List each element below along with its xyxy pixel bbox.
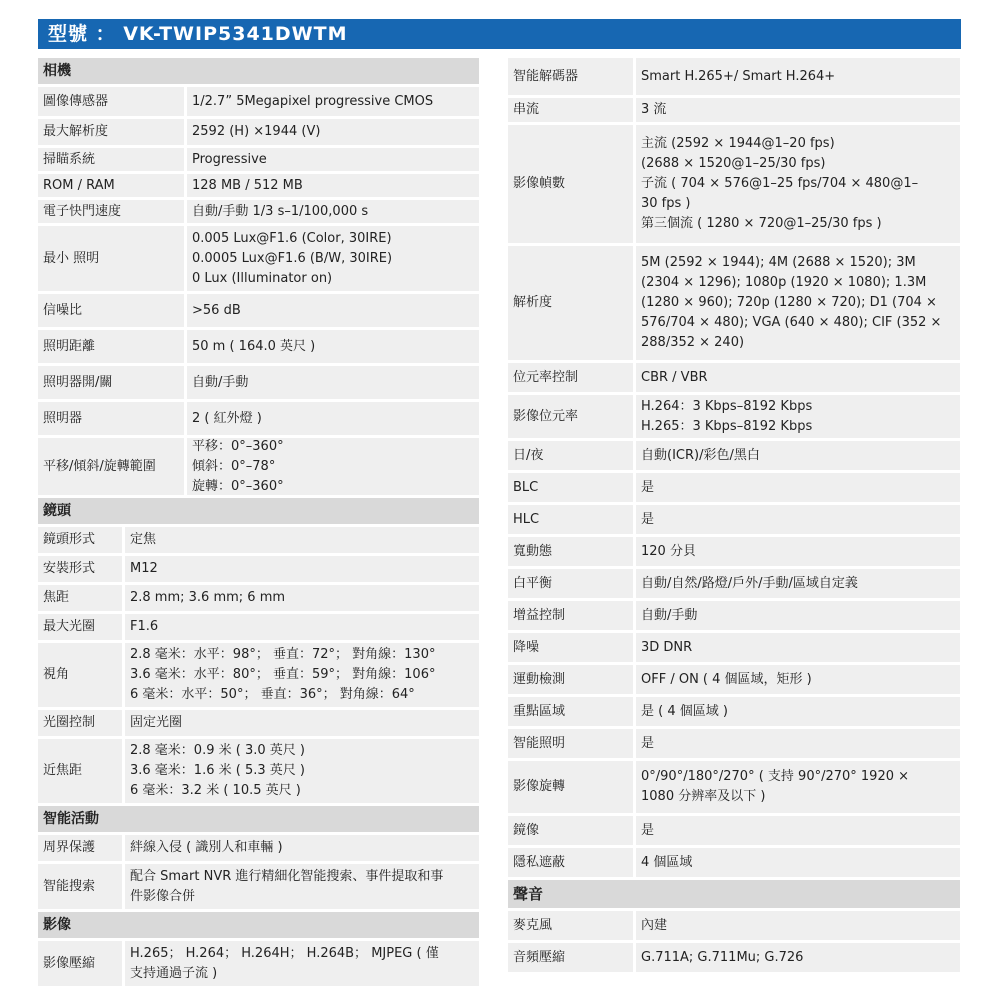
spec-value-line: Progressive: [192, 151, 267, 167]
spec-value-line: 平移：0°–360°: [192, 438, 284, 454]
spec-value-line: 3.6 毫米：水平：80°； 垂直：59°； 對角線：106°: [130, 667, 436, 682]
spec-row: [38, 294, 479, 327]
spec-label: [508, 848, 633, 877]
spec-label: [38, 941, 122, 986]
spec-value-line: 自動/手動: [641, 607, 698, 623]
spec-row: [508, 569, 960, 598]
spec-row: [38, 527, 479, 553]
spec-value: [636, 816, 960, 845]
spec-row: [508, 395, 960, 438]
spec-row: [38, 585, 479, 611]
spec-value: [125, 710, 479, 736]
spec-value: [636, 125, 960, 243]
spec-row: [508, 601, 960, 630]
spec-value: [187, 226, 479, 291]
spec-label: [508, 505, 633, 534]
spec-value: [636, 537, 960, 566]
spec-value-line: 0°/90°/180°/270° ( 支持 90°/270° 1920 ×: [641, 769, 910, 784]
spec-label-text: 白平衡: [513, 575, 553, 591]
spec-row: [38, 200, 479, 223]
spec-label: [508, 473, 633, 502]
spec-label-text: 增益控制: [513, 607, 566, 623]
spec-label: [38, 527, 122, 553]
spec-label-text: 圖像傳感器: [43, 93, 109, 109]
spec-row: [38, 119, 479, 145]
spec-label: [38, 585, 122, 611]
spec-label-text: HLC: [513, 511, 540, 527]
spec-label-text: 位元率控制: [513, 369, 579, 385]
spec-value: [187, 200, 479, 223]
spec-value-line: 是: [641, 479, 655, 495]
spec-label: [508, 943, 633, 972]
spec-label-text: 掃瞄系統: [43, 151, 96, 167]
spec-row: [38, 710, 479, 736]
spec-value-line: 3 流: [641, 102, 667, 117]
spec-value: [636, 911, 960, 940]
spec-row: [38, 174, 479, 197]
spec-label: [38, 864, 122, 909]
spec-value-line: 50 m ( 164.0 英尺 ): [192, 338, 316, 354]
section-header: 影像: [38, 912, 479, 938]
spec-value-line: 0 Lux (Illuminator on): [192, 270, 333, 286]
spec-row: [38, 330, 479, 363]
spec-value-line: 旋轉：0°–360°: [192, 478, 284, 494]
spec-value: [636, 505, 960, 534]
spec-value: [187, 330, 479, 363]
spec-value: [125, 556, 479, 582]
spec-value-line: 是: [641, 822, 655, 838]
spec-row: [508, 697, 960, 726]
spec-value-line: 自動/手動 1/3 s–1/100,000 s: [192, 203, 369, 219]
spec-value: [125, 835, 479, 861]
spec-label-text: 隱私遮蔽: [513, 854, 566, 870]
spec-value: [187, 294, 479, 327]
spec-label-text: 近焦距: [43, 763, 83, 778]
spec-value-line: 0.005 Lux@F1.6 (Color, 30IRE): [192, 230, 392, 246]
spec-value-line: OFF / ON ( 4 個區域，矩形 ): [641, 671, 812, 687]
spec-label-text: 重點區域: [513, 703, 566, 719]
spec-value-line: 6 毫米：3.2 米 ( 10.5 英尺 ): [130, 783, 301, 798]
spec-label: [508, 633, 633, 662]
left-spec-column: [38, 58, 479, 989]
spec-label: [38, 174, 184, 197]
spec-value-line: 是: [641, 735, 655, 751]
spec-row: [508, 816, 960, 845]
spec-label: [508, 58, 633, 95]
spec-value-line: 2.8 mm; 3.6 mm; 6 mm: [130, 590, 286, 605]
spec-row: [508, 665, 960, 694]
spec-value: [636, 665, 960, 694]
spec-value: [636, 697, 960, 726]
spec-label-text: 解析度: [513, 295, 553, 310]
spec-label: [38, 438, 184, 495]
spec-row: [38, 643, 479, 707]
spec-label-text: 降噪: [513, 639, 540, 655]
spec-label: [38, 119, 184, 145]
spec-value-line: 30 fps ): [641, 196, 691, 211]
spec-label-text: 安裝形式: [43, 561, 96, 576]
spec-value-line: 固定光圈: [130, 715, 183, 730]
spec-label: [38, 710, 122, 736]
spec-value: [125, 864, 479, 909]
spec-value: [187, 87, 479, 116]
spec-label: [508, 363, 633, 392]
spec-value: [636, 943, 960, 972]
spec-value-line: 3.6 毫米：1.6 米 ( 5.3 英尺 ): [130, 763, 305, 778]
spec-label-line: 平移/傾斜/旋: [43, 458, 117, 474]
spec-value-line: 主流 (2592 × 1944@1–20 fps): [641, 136, 835, 151]
spec-value-line: 1/2.7” 5Megapixel progressive CMOS: [192, 93, 434, 109]
spec-label-text: 音頻壓縮: [513, 949, 566, 965]
spec-label-text: ROM / RAM: [43, 177, 115, 193]
spec-row: [38, 614, 479, 640]
spec-value: [187, 119, 479, 145]
spec-row: [508, 125, 960, 243]
spec-value-line: 2 ( 紅外燈 ): [192, 410, 262, 426]
spec-value-line: 576/704 × 480); VGA (640 × 480); CIF (352 ×: [641, 315, 942, 330]
spec-row: [508, 633, 960, 662]
spec-value-line: 0.0005 Lux@F1.6 (B/W, 30IRE): [192, 250, 393, 266]
spec-row: [508, 58, 960, 95]
spec-value-line: 絆線入侵 ( 識別人和車輛 ): [130, 840, 283, 855]
spec-value-line: (1280 × 960); 720p (1280 × 720); D1 (704 ×: [641, 295, 937, 310]
spec-row: [508, 441, 960, 470]
spec-row: [38, 226, 479, 291]
spec-value: [636, 761, 960, 813]
spec-value-line: 5M (2592 × 1944); 4M (2688 × 1520); 3M: [641, 255, 916, 270]
spec-label: [38, 643, 122, 707]
spec-label-text: 運動檢測: [513, 671, 566, 687]
spec-value-line: M12: [130, 561, 158, 576]
spec-value-line: 120 分貝: [641, 543, 696, 559]
spec-label: [38, 294, 184, 327]
spec-label-text: 周界保護: [43, 840, 96, 855]
spec-row: [508, 729, 960, 758]
spec-label: [38, 739, 122, 803]
spec-row: [508, 848, 960, 877]
spec-label: [38, 226, 184, 291]
spec-row: [508, 943, 960, 972]
spec-value-line: G.711A; G.711Mu; G.726: [641, 949, 804, 965]
spec-label: [508, 569, 633, 598]
model-title: 型號 ： VK-TWIP5341DWTM: [38, 19, 961, 49]
spec-label-text: 寬動態: [513, 543, 553, 559]
spec-label: [38, 87, 184, 116]
spec-label-text: 智能照明: [513, 735, 566, 751]
spec-value-line: 是: [641, 511, 655, 527]
spec-value-line: Smart H.265+/ Smart H.264+: [641, 68, 836, 84]
spec-label: [38, 330, 184, 363]
section-header: 聲音: [508, 880, 960, 908]
section-header: 智能活動: [38, 806, 479, 832]
spec-label-text: 串流: [513, 102, 540, 117]
spec-value: [187, 402, 479, 435]
spec-row: [508, 505, 960, 534]
spec-label-text: 智能搜索: [43, 878, 96, 894]
spec-label: [508, 601, 633, 630]
spec-label: [508, 911, 633, 940]
spec-value: [187, 366, 479, 399]
spec-label: [38, 614, 122, 640]
spec-row: [38, 402, 479, 435]
spec-label-text: 照明器: [43, 410, 83, 426]
spec-label-line: 轉範圍: [116, 458, 156, 474]
spec-value-line: 配合 Smart NVR 進行精細化智能搜索、事件提取和事: [130, 868, 444, 884]
spec-value: [125, 941, 479, 986]
spec-value-line: (2688 × 1520@1–25/30 fps): [641, 156, 826, 171]
spec-label: [508, 729, 633, 758]
spec-label-text: 影像旋轉: [513, 779, 566, 794]
spec-row: [38, 87, 479, 116]
spec-label-text: 影像位元率: [513, 408, 579, 424]
spec-row: [38, 739, 479, 803]
spec-value-line: 2.8 毫米：0.9 米 ( 3.0 英尺 ): [130, 743, 305, 758]
spec-value-line: 128 MB / 512 MB: [192, 177, 303, 193]
spec-value: [125, 527, 479, 553]
spec-value: [636, 848, 960, 877]
spec-label: [38, 200, 184, 223]
spec-value: [636, 246, 960, 360]
spec-label-text: 影像壓縮: [43, 955, 96, 971]
spec-label-text: 麥克風: [513, 917, 553, 933]
spec-value-line: 是 ( 4 個區域 ): [641, 703, 728, 719]
spec-row: [38, 941, 479, 986]
spec-value: [636, 633, 960, 662]
spec-value-line: >56 dB: [192, 302, 241, 318]
spec-label-text: 視角: [43, 667, 70, 682]
spec-label-text: 焦距: [43, 590, 70, 605]
spec-label-text: 照明距離: [43, 338, 96, 354]
spec-row: [508, 473, 960, 502]
spec-label: [508, 537, 633, 566]
spec-label-text: 光圈控制: [43, 715, 96, 730]
spec-row: [508, 761, 960, 813]
spec-value-line: 自動/自然/路燈/戶外/手動/區域自定義: [641, 575, 858, 591]
spec-value-line: (2304 × 1296); 1080p (1920 × 1080); 1.3M: [641, 275, 927, 290]
spec-label-text: 最小 照明: [43, 250, 100, 266]
spec-value-line: 2592 (H) ×1944 (V): [192, 124, 321, 139]
spec-label: [508, 441, 633, 470]
spec-label-text: 鏡頭形式: [43, 532, 96, 547]
spec-value-line: H.265：3 Kbps–8192 Kbps: [641, 418, 813, 434]
spec-value-line: 6 毫米：水平：50°； 垂直：36°； 對角線：64°: [130, 687, 415, 702]
spec-label: [508, 665, 633, 694]
spec-value-line: H.264：3 Kbps–8192 Kbps: [641, 398, 813, 414]
spec-label-text: 最大光圈: [43, 619, 96, 634]
spec-value: [125, 614, 479, 640]
spec-value-line: 子流 ( 704 × 576@1–25 fps/704 × 480@1–: [641, 176, 919, 191]
spec-value: [636, 98, 960, 122]
spec-label: [38, 402, 184, 435]
spec-value: [125, 585, 479, 611]
spec-label-text: 信噪比: [43, 302, 83, 318]
spec-value: [187, 148, 479, 171]
spec-label: [508, 395, 633, 438]
spec-value: [636, 473, 960, 502]
spec-value-line: 288/352 × 240): [641, 335, 745, 350]
spec-label-text: 日/夜: [513, 447, 544, 463]
spec-row: [508, 363, 960, 392]
spec-label-text: 照明器開/關: [43, 374, 113, 390]
spec-value-line: 3D DNR: [641, 639, 693, 655]
spec-label: [38, 148, 184, 171]
spec-row: [38, 556, 479, 582]
spec-value: [636, 395, 960, 438]
spec-row: [38, 835, 479, 861]
spec-label: [38, 556, 122, 582]
spec-label: [508, 98, 633, 122]
spec-value: [636, 569, 960, 598]
spec-row: [38, 366, 479, 399]
spec-value: [636, 601, 960, 630]
spec-label-text: BLC: [513, 479, 539, 495]
spec-row: [508, 98, 960, 122]
spec-value-line: 4 個區域: [641, 854, 693, 870]
spec-value-line: H.265； H.264； H.264H； H.264B； MJPEG ( 僅: [130, 945, 439, 961]
spec-label: [508, 697, 633, 726]
spec-value: [125, 643, 479, 707]
spec-label-text: 智能解碼器: [513, 68, 579, 84]
spec-row: [508, 537, 960, 566]
spec-value: [187, 438, 479, 495]
spec-row: [508, 911, 960, 940]
spec-value-line: 1080 分辨率及以下 ): [641, 789, 766, 804]
spec-label-text: 鏡像: [513, 822, 540, 838]
section-header: 相機: [38, 58, 479, 84]
spec-value: [636, 363, 960, 392]
spec-row: [38, 438, 479, 495]
spec-value-line: F1.6: [130, 619, 159, 634]
spec-row: [38, 864, 479, 909]
spec-value: [187, 174, 479, 197]
spec-value: [636, 58, 960, 95]
spec-row: [38, 148, 479, 171]
spec-label-text: 最大解析度: [43, 124, 109, 139]
spec-label: [508, 246, 633, 360]
spec-value-line: 自動(ICR)/彩色/黑白: [641, 447, 760, 463]
spec-value-line: CBR / VBR: [641, 369, 708, 385]
spec-value-line: 內建: [641, 917, 668, 933]
spec-value-line: 第三個流 ( 1280 × 720@1–25/30 fps ): [641, 216, 882, 231]
spec-value: [636, 729, 960, 758]
right-spec-column: [508, 58, 960, 975]
spec-value: [125, 739, 479, 803]
section-header: 鏡頭: [38, 498, 479, 524]
spec-value-line: 件影像合併: [130, 888, 196, 904]
spec-value-line: 定焦: [130, 532, 157, 547]
spec-label: [38, 366, 184, 399]
spec-row: [508, 246, 960, 360]
spec-value-line: 支持通過子流 ): [130, 965, 218, 981]
spec-value-line: 2.8 毫米：水平：98°； 垂直：72°； 對角線：130°: [130, 647, 436, 662]
spec-label-text: 電子快門速度: [43, 203, 122, 219]
spec-label-text: 影像幀數: [513, 176, 566, 191]
spec-value-line: 傾斜：0°–78°: [192, 458, 276, 474]
spec-label: [38, 835, 122, 861]
spec-value-line: 自動/手動: [192, 374, 249, 390]
spec-label: [508, 761, 633, 813]
spec-label: [508, 125, 633, 243]
spec-label: [508, 816, 633, 845]
spec-value: [636, 441, 960, 470]
